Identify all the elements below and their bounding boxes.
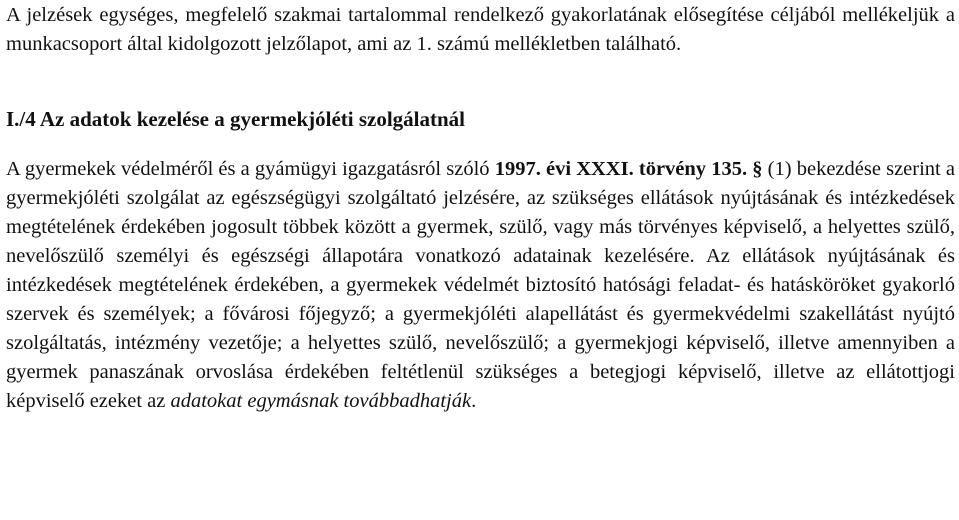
body-italic-text: adatokat egymásnak továbbadhatják (170, 390, 472, 412)
section-number: I./4 (6, 107, 36, 131)
intro-paragraph (6, 1, 955, 59)
body-lead-text: A gyermekek védelméről és a gyámügyi igazgatásról szóló (6, 158, 495, 180)
body-paragraph (6, 155, 955, 416)
document-page (6, 1, 955, 416)
section-heading (6, 105, 955, 134)
section-title: Az adatok kezelése a gyermekjóléti szolgálatnál (39, 107, 466, 131)
intro-text: A jelzések egységes, megfelelő szakmai tartalommal rendelkező gyakorlatának elősegítése céljából mellékeljük a munkacsoport által kidolgozott jelzőlapot, ami az 1. számú mellékletben található. (6, 4, 955, 55)
body-end-text: . (471, 390, 477, 412)
section-sign: § (752, 158, 763, 180)
body-middle-text: (1) bekezdése szerint a gyermekjóléti szolgálat az egészségügyi szolgáltató jelzésére, az szükséges ellátások nyújtásának és intézkedések megtételének érdekében jogosult többek között a gyermek, szülő, vagy más törvényes képviselő, a helyettes szülő, nevelőszülő személyi és egészségi állapotára vonatkozó adatainak kezelésére. Az ellátások nyújtásának és intézkedések megtételének érdekében, a gyermekek védelmét biztosító hatósági feladat- és hatásköröket gyakorló szervek és személyek; a fővárosi főjegyző; a gyermekjóléti alapellátást és gyermekvédelmi szakellátást nyújtó szolgáltatás, intézmény vezetője; a helyettes szülő, nevelőszülő; a gyermekjogi képviselő, illetve amennyiben a gyermek panaszának orvoslása érdekében feltétlenül szükséges a betegjogi képviselő, illetve az ellátottjogi képviselő ezeket az (6, 158, 956, 412)
law-reference: 1997. évi XXXI. törvény 135. (494, 158, 748, 180)
